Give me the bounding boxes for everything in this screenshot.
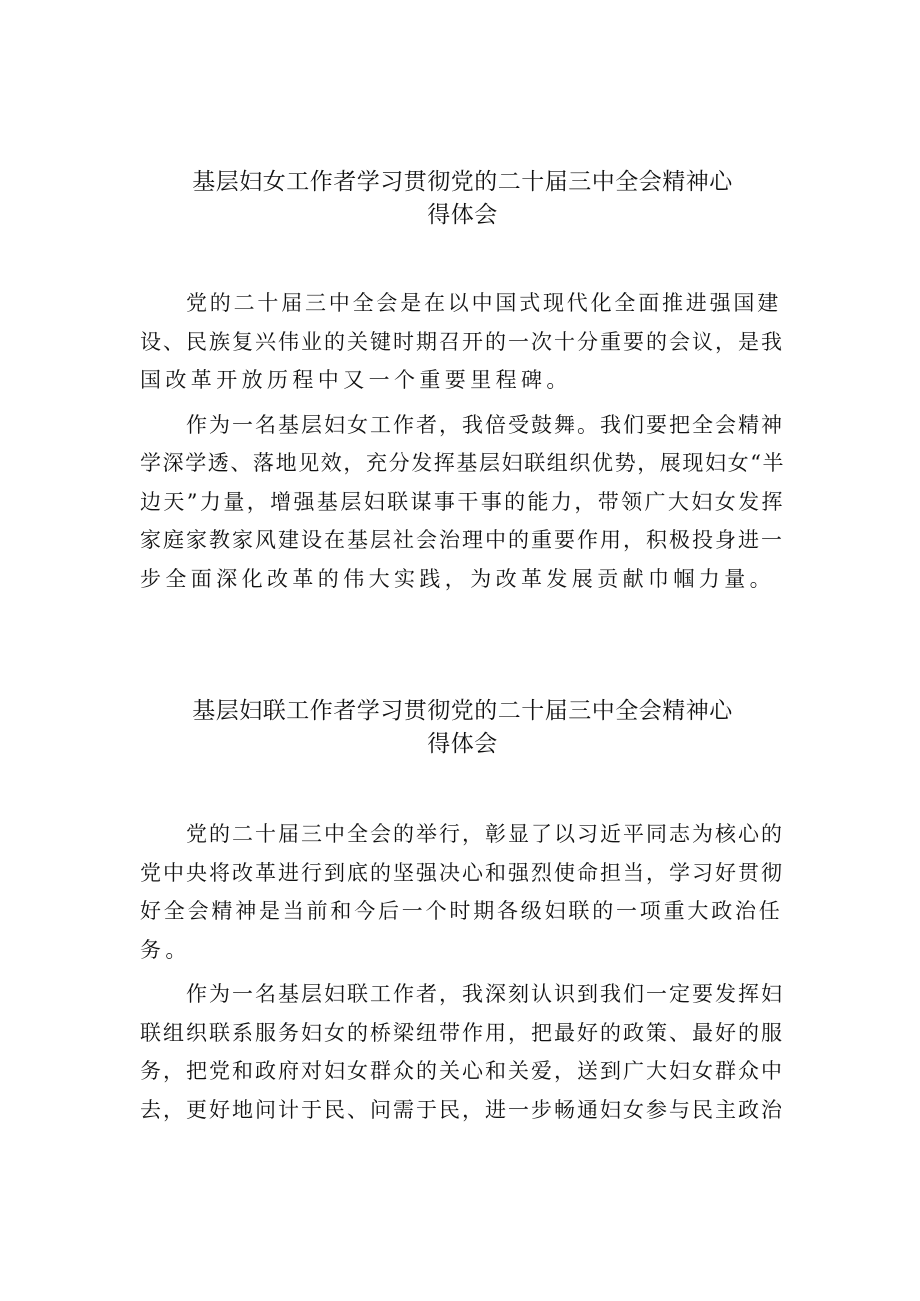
text-line: 好全会精神是当前和今后一个时期各级妇联的一项重大政治任	[140, 899, 783, 923]
text-line: 务。	[140, 937, 191, 962]
text-line: 务，把党和政府对妇女群众的关心和关爱，送到广大妇女群众中	[140, 1059, 784, 1083]
text-line: 联组织联系服务妇女的桥梁纽带作用，把最好的政策、最好的服	[140, 1020, 784, 1045]
title-line: 得体会	[427, 202, 498, 228]
text-line: 作为一名基层妇女工作者，我倍受鼓舞。我们要把全会精神	[186, 412, 784, 437]
text-line: 去，更好地问计于民、问需于民，进一步畅通妇女参与民主政治	[140, 1097, 784, 1122]
text-line: 边天”力量，增强基层妇联谋事干事的能力，带领广大妇女发挥	[140, 489, 785, 514]
title-line: 基层妇女工作者学习贯彻党的二十届三中全会精神心	[192, 169, 733, 195]
text-line: 党的二十届三中全会是在以中国式现代化全面推进强国建	[186, 291, 781, 315]
article-body	[140, 284, 785, 598]
text-line: 党的二十届三中全会的举行，彰显了以习近平同志为核心的	[186, 822, 784, 846]
article-body	[140, 815, 785, 1129]
text-line: 作为一名基层妇联工作者，我深刻认识到我们一定要发挥妇	[186, 982, 784, 1006]
article-section-2	[140, 695, 785, 1129]
article-title	[140, 166, 785, 232]
text-line: 设、民族复兴伟业的关键时期召开的一次十分重要的会议，是我	[140, 329, 784, 354]
article-title	[140, 695, 785, 761]
text-line: 家庭家教家风建设在基层社会治理中的重要作用，积极投身进一	[140, 528, 784, 552]
paragraph	[140, 975, 785, 1129]
text-line: 步全面深化改革的伟大实践，为改革发展贡献巾帼力量。	[140, 566, 775, 591]
text-line: 国改革开放历程中又一个重要里程碑。	[140, 368, 572, 392]
title-line: 基层妇联工作者学习贯彻党的二十届三中全会精神心	[192, 698, 733, 724]
text-line: 学深学透、落地见效，充分发挥基层妇联组织优势，展现妇女“半	[140, 451, 786, 475]
paragraph	[140, 406, 785, 599]
paragraph	[140, 284, 785, 400]
paragraph	[140, 815, 785, 969]
title-line: 得体会	[427, 731, 498, 757]
article-section-1	[140, 166, 785, 598]
text-line: 党中央将改革进行到底的坚强决心和强烈使命担当，学习好贯彻	[140, 860, 784, 885]
